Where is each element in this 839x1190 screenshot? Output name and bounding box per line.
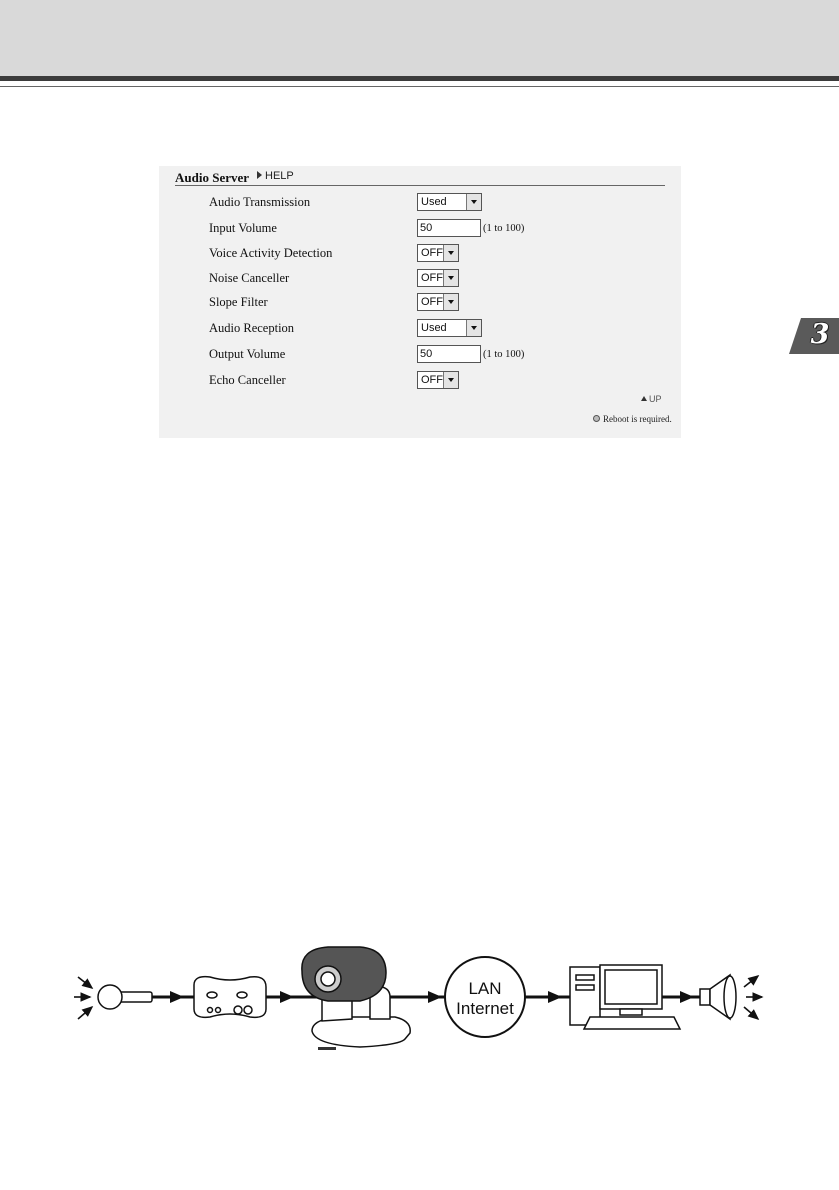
network-label-lan: LAN bbox=[468, 979, 502, 998]
output-volume-range: (1 to 100) bbox=[483, 349, 525, 360]
chevron-down-icon[interactable] bbox=[443, 245, 458, 261]
amplifier-icon bbox=[194, 977, 266, 1018]
up-label: UP bbox=[649, 394, 662, 404]
page-header-band bbox=[0, 0, 839, 76]
select-value: OFF bbox=[421, 272, 443, 284]
audio-reception-label: Audio Reception bbox=[209, 321, 295, 335]
row-echo-canceller bbox=[159, 371, 681, 391]
audio-reception-select[interactable] bbox=[417, 319, 482, 337]
row-input-volume bbox=[159, 219, 681, 239]
input-volume-field[interactable]: 50 bbox=[417, 219, 481, 237]
noise-canceller-select[interactable] bbox=[417, 269, 459, 287]
row-voice-activity-detection bbox=[159, 244, 681, 264]
output-volume-label: Output Volume bbox=[209, 347, 286, 361]
row-noise-canceller bbox=[159, 269, 681, 289]
microphone-icon bbox=[98, 985, 156, 1009]
sound-out-arrows bbox=[744, 976, 762, 1019]
audio-flow-diagram bbox=[60, 935, 780, 1075]
network-label bbox=[448, 979, 522, 1019]
speaker-icon bbox=[700, 975, 736, 1019]
triangle-up-icon bbox=[641, 396, 647, 401]
header-thin-rule bbox=[0, 86, 839, 87]
select-value: Used bbox=[421, 196, 447, 208]
chapter-number: 3 bbox=[810, 319, 830, 350]
row-audio-reception bbox=[159, 319, 681, 339]
voice-activity-detection-select[interactable] bbox=[417, 244, 459, 262]
select-value: Used bbox=[421, 322, 447, 334]
panel-divider bbox=[175, 185, 665, 186]
echo-canceller-label: Echo Canceller bbox=[209, 373, 286, 387]
panel-title: Audio Server bbox=[175, 170, 250, 185]
slope-filter-label: Slope Filter bbox=[209, 295, 268, 309]
select-value: OFF bbox=[421, 247, 443, 259]
sound-in-arrows bbox=[74, 977, 92, 1019]
chapter-tab bbox=[789, 318, 839, 354]
output-volume-field[interactable]: 50 bbox=[417, 345, 481, 363]
select-value: OFF bbox=[421, 374, 443, 386]
audio-transmission-label: Audio Transmission bbox=[209, 195, 311, 209]
diagram-graphics bbox=[60, 935, 780, 1075]
help-link[interactable] bbox=[257, 170, 294, 182]
help-label: HELP bbox=[265, 170, 294, 182]
chevron-down-icon[interactable] bbox=[443, 270, 458, 286]
up-link[interactable] bbox=[641, 394, 662, 404]
row-output-volume bbox=[159, 345, 681, 365]
chevron-down-icon[interactable] bbox=[466, 194, 481, 210]
input-volume-label: Input Volume bbox=[209, 221, 277, 235]
row-audio-transmission bbox=[159, 193, 681, 213]
slope-filter-select[interactable] bbox=[417, 293, 459, 311]
triangle-right-icon bbox=[257, 171, 262, 179]
input-volume-range: (1 to 100) bbox=[483, 223, 525, 234]
echo-canceller-select[interactable] bbox=[417, 371, 459, 389]
reboot-note-text: Reboot is required. bbox=[603, 414, 672, 424]
audio-server-panel bbox=[159, 166, 681, 438]
reboot-note bbox=[593, 414, 672, 424]
chevron-down-icon[interactable] bbox=[443, 294, 458, 310]
network-label-internet: Internet bbox=[456, 999, 514, 1018]
reboot-indicator-icon bbox=[593, 415, 600, 422]
select-value: OFF bbox=[421, 296, 443, 308]
noise-canceller-label: Noise Canceller bbox=[209, 271, 290, 285]
chevron-down-icon[interactable] bbox=[443, 372, 458, 388]
voice-activity-detection-label: Voice Activity Detection bbox=[209, 246, 333, 260]
chevron-down-icon[interactable] bbox=[466, 320, 481, 336]
header-rule bbox=[0, 76, 839, 81]
row-slope-filter bbox=[159, 293, 681, 313]
audio-transmission-select[interactable] bbox=[417, 193, 482, 211]
